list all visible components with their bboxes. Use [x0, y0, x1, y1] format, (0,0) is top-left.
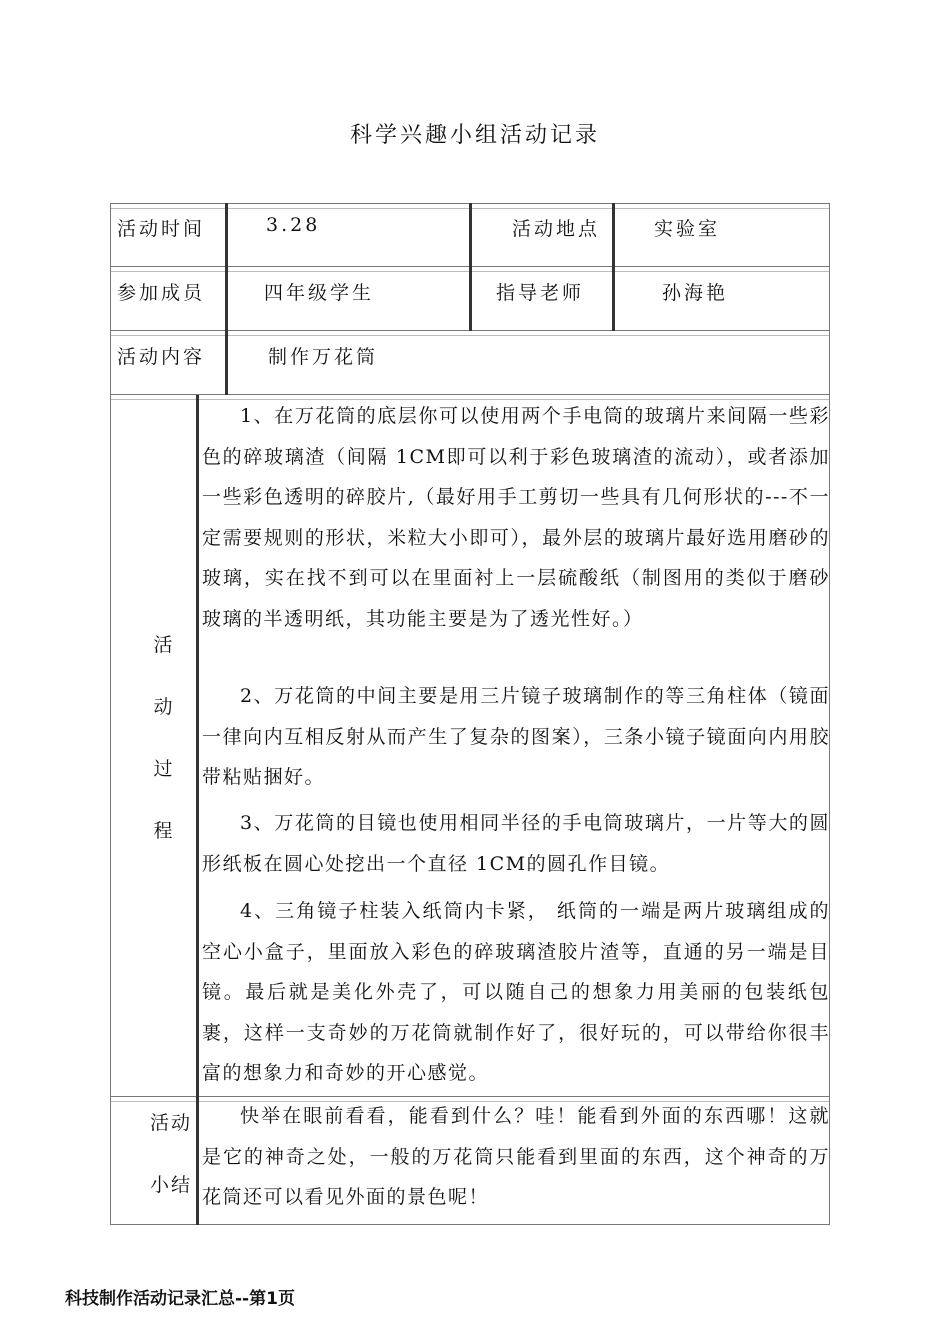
process-label-char: 动 [153, 696, 173, 718]
content-value: 制作万花筒 [268, 346, 379, 368]
row-divider [110, 394, 830, 395]
process-step-1: 1、在万花筒的底层你可以使用两个手电筒的玻璃片来间隔一些彩色的碎玻璃渣（间隔 1CM即可以利于彩色玻璃渣的流动），或者添加一些彩色透明的碎胶片,（最好用手工剪切一些具有几何形状的---不一定需要规则的形状，米粒大小即可），最外层的玻璃片最好选用磨砂的玻璃，实在找不到可以在里面衬上一层硫酸纸（制图用的类似于磨砂玻璃的半透明纸，其功能主要是为了透光性好。） [202, 405, 830, 630]
table-border-bottom [110, 1224, 830, 1225]
members-value: 四年级学生 [264, 282, 375, 304]
process-step-4: 4、三角镜子柱装入纸筒内卡紧， 纸筒的一端是两片玻璃组成的空心小盒子，里面放入彩色的碎玻璃渣胶片渣等，直通的另一端是目镜。最后就是美化外壳了，可以随自己的想象力用美丽的包装纸包裹，这样一支奇妙的万花筒就制作好了，很好玩的，可以带给你很丰富的想象力和奇妙的开心感觉。 [202, 900, 830, 1084]
process-step-2: 2、万花筒的中间主要是用三片镜子玻璃制作的等三角柱体（镜面一律向内互相反射从而产生了复杂的图案），三条小镜子镜面向内用胶带粘贴捆好。 [202, 685, 830, 788]
members-label: 参加成员 [117, 282, 206, 304]
activity-time-label: 活动时间 [117, 218, 206, 240]
column-divider [225, 203, 228, 395]
column-divider [469, 203, 472, 331]
summary-label-line2: 小结 [150, 1174, 193, 1196]
page-footer: 科技制作活动记录汇总--第1页 [65, 1289, 295, 1309]
process-step-3: 3、万花筒的目镜也使用相同半径的手电筒玻璃片，一片等大的圆形纸板在圆心处挖出一个直径 1CM的圆孔作目镜。 [202, 812, 830, 875]
summary-text: 快举在眼前看看，能看到什么？哇！能看到外面的东西哪！这就是它的神奇之处，一般的万花筒只能看到里面的东西，这个神奇的万花筒还可以看见外面的景色呢！ [202, 1105, 830, 1208]
table-border-left [110, 203, 111, 1225]
column-divider [612, 203, 615, 331]
teacher-value: 孙海艳 [662, 282, 729, 304]
process-label-char: 活 [153, 634, 173, 656]
summary-label-line1: 活动 [150, 1112, 193, 1134]
page-title: 科学兴趣小组活动记录 [349, 123, 600, 148]
process-label-char: 程 [153, 820, 173, 842]
activity-place-value: 实验室 [654, 218, 721, 240]
process-label-char: 过 [153, 758, 173, 780]
activity-time-value: 3.28 [266, 214, 321, 236]
row-divider [110, 335, 830, 336]
activity-place-label: 活动地点 [512, 218, 601, 240]
column-divider [196, 395, 199, 1225]
teacher-label: 指导老师 [496, 282, 585, 304]
content-label: 活动内容 [117, 346, 206, 368]
